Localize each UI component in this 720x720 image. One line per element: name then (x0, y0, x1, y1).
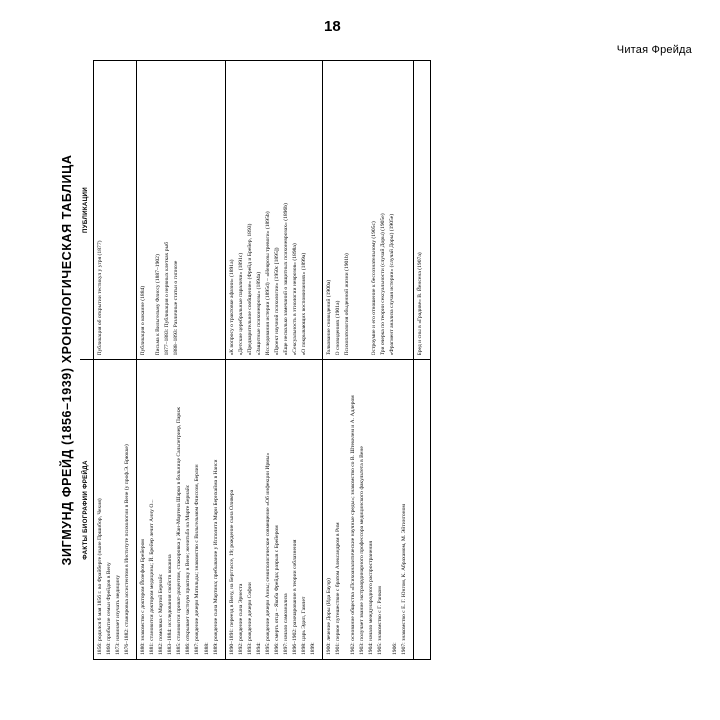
fact-line: 1904: начало международного распространения (368, 541, 375, 655)
fact-line: 1889: рождение сына Мартина; пребывание у Ипполита Мари Бернхайма в Нанси (212, 459, 219, 655)
fact-line: 1905: знакомство с Г. Ранком (377, 586, 384, 655)
publication-line: Исследования истерии (1895d) – «Неврозы тревоги» (1895b) (264, 211, 271, 356)
fact-line: 1882: помолвка с Мартой Бернайс (158, 573, 165, 655)
fact-line: 1880: знакомство с доктором Йозефом Брейером (140, 539, 147, 655)
table-row (414, 61, 430, 660)
publication-line: «Защитные психоневрозы» (1894a) (255, 271, 262, 356)
publication-line: «Фрагмент анализа случая истерии» (случай Доры) (1905e) (389, 213, 396, 356)
fact-line: 1906: (392, 642, 399, 655)
publication-line: «Проект научной психологии» (1950c [1895]) (273, 247, 280, 356)
publication-line: Три очерка по теории сексуальности (случай Доры) (1905e) (380, 213, 387, 356)
facts-cell (225, 360, 322, 660)
column-header-publications: ПУБЛИКАЦИИ (80, 61, 94, 361)
fact-line: 1883–1884: исследования свойств кокаина (167, 554, 174, 655)
fact-line: 1896: смерть отца – Якоба Фрейда; разрыв с Брейером (273, 525, 280, 655)
fact-line: 1902: основание общества «Психоаналитические научные среды»; знакомство со В. Штекелем и А. Адлером (350, 395, 357, 655)
publication-line: Бред и сны в «Градиве» В. Йенсена (1907a) (417, 252, 424, 356)
fact-line: 1907: знакомство с Е. Г. Юнгом, К. Абрахамом, М. Эйтингоном (401, 504, 408, 655)
fact-line: 1903: получает звание экстраординарного профессора медицинского факультета в Вене (359, 446, 366, 655)
fact-line: 1893: рождение дочери Софии (246, 582, 253, 655)
publication-line: Толкование сновидений (1900a) (326, 279, 333, 356)
publication-line: Публикация об открытии тестикул у угря (1877) (97, 240, 103, 356)
fact-line: 1887: рождение дочери Матильды; знакомство с Вильгельмом Флиссом, Берлин (194, 464, 201, 655)
table-title: ЗИГМУНД ФРЕЙД (1856–1939) ХРОНОЛОГИЧЕСКАЯ ТАБЛИЦА (60, 154, 74, 566)
fact-line: 1892: рождение сына Эрнеста (237, 583, 244, 655)
facts-cell (137, 360, 225, 660)
publications-cell (323, 61, 414, 361)
publication-line: Психопатология обыденной жизни (1901b) (344, 253, 351, 356)
fact-line: 1885: становится приват-доцентом, стажировка у Жан-Мартена Шарко в больнице Сальпетриер, Париж (176, 407, 183, 655)
publication-line: «Сексуальность в этиологии неврозов» (1898a) (291, 243, 298, 356)
publication-line: О сновидениях (1901a) (335, 300, 342, 356)
table-header-row (80, 61, 94, 660)
facts-cell (323, 360, 414, 660)
table-row (225, 61, 322, 660)
table-row (323, 61, 414, 660)
publications-cell (94, 61, 137, 361)
chronology-table (80, 60, 431, 660)
table-row (94, 61, 137, 660)
fact-line: 1860: прибытие семьи Фрейдов в Вену (106, 562, 113, 655)
column-header-facts: ФАКТЫ БИОГРАФИИ ФРЕЙДА (80, 360, 94, 660)
fact-line: 1901: первое путешествие с братом Александром в Рим (335, 522, 342, 655)
publication-line: 1888–1893: Различные статьи о гипнозе (173, 260, 180, 356)
publication-line: «К вопросу о трактовке афазии» (1891a) (228, 259, 235, 356)
fact-line: 1888: (203, 642, 210, 655)
fact-line: 1856: родился 6 мая 1856 г. во Фрайберге (ныне Пршибор, Чехия) (97, 498, 103, 655)
publications-cell (137, 61, 225, 361)
page-number: 18 (324, 18, 341, 35)
fact-line: 1898: царь Эдип, Гамлет (300, 596, 307, 655)
running-title: Читая Фрейда (616, 44, 692, 56)
publications-cell (225, 61, 322, 361)
fact-line: 1895: рождение дочери Анны; семипологическое совмещение «Об инфекции Ирмы» (264, 452, 271, 655)
facts-cell (414, 360, 430, 660)
fact-line: 1897: начало самоанализа (282, 593, 289, 655)
fact-line: 1894: (255, 642, 262, 655)
facts-cell (94, 360, 137, 660)
fact-line: 1900: лечение Доры (Ида Бауэр) (326, 578, 333, 655)
fact-line: 1876–1882: стажировка ассистентом в Институте психологии в Вене (у проф.Э. Брюкке) (124, 444, 131, 655)
fact-line: 1886: открывает частную практику в Вене; женитьба на Марте Бернайс (185, 484, 192, 655)
publication-line: «О покрывающих воспоминаниях» (1899a) (300, 252, 307, 356)
fact-line: 1899: (310, 642, 317, 655)
publication-line: Остроумие и его отношение к бессознательному (1905c) (371, 221, 378, 356)
publication-line: 1877–1883: Публикация о нервных клетках рыб (164, 241, 171, 356)
publication-line: Письма к Вильгельму Флиссу (1887–1902) (155, 254, 162, 356)
fact-line: 1890–1891: переезд в Вену, на Берггассе, 19; рождение сына Оливера (228, 489, 235, 655)
fact-line: 1896–1902: разочарование в теории соблазнения (291, 539, 298, 655)
publication-line: «Детские церебральные параличи» (1891c) (237, 252, 244, 356)
publications-cell (414, 61, 430, 361)
fact-line: 1873: начинает изучать медицину (115, 575, 122, 655)
publication-line: «Еще несколько замечаний о защитных психоневрозах» (1896b) (282, 203, 289, 356)
chronology-table-block (60, 60, 660, 660)
publication-line: Публикация о кокаине (1884) (140, 285, 147, 356)
fact-line: 1881: становится доктором медицины; Й. Брейер лечит Анну О... (149, 499, 156, 655)
table-row (137, 61, 225, 660)
publication-line: «Предварительное сообщение» (Фрейд и Брейер, 1893) (246, 223, 253, 356)
